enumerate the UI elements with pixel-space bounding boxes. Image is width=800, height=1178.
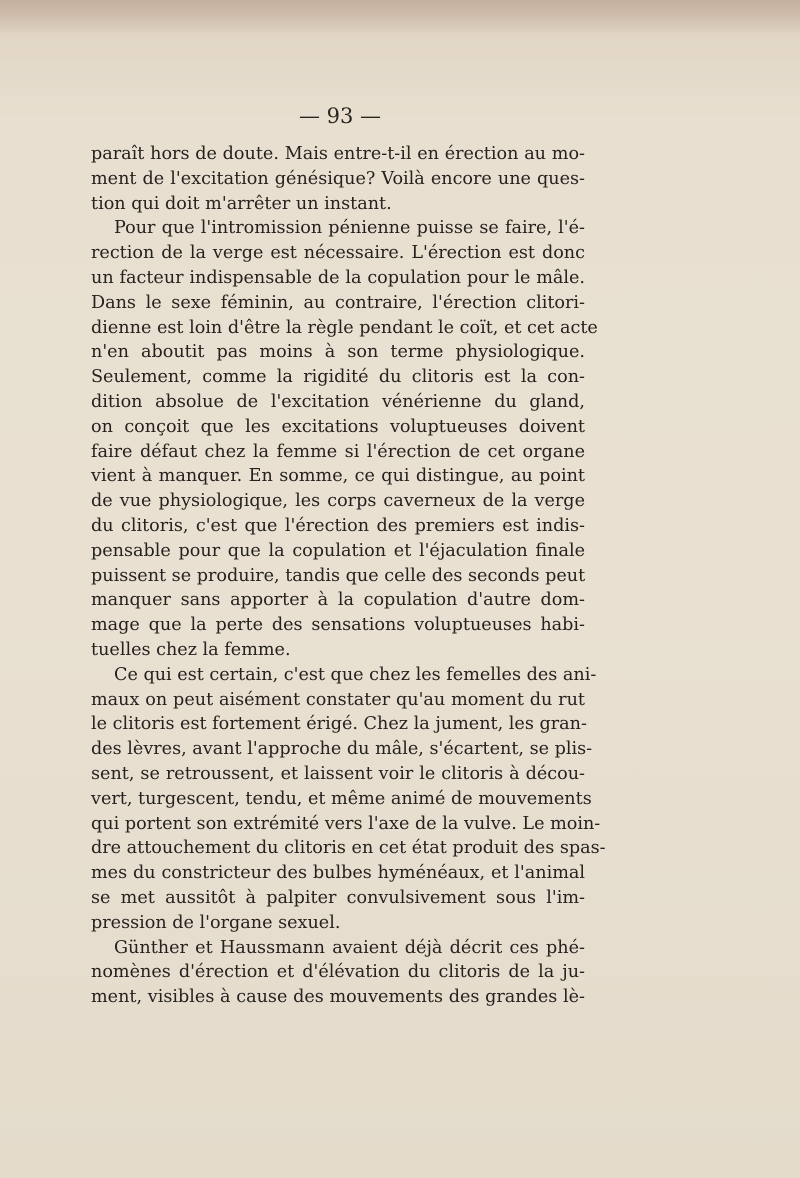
text-line: pensable pour que la copulation et l'éjaculation finale xyxy=(91,540,585,561)
text-line: faire défaut chez la femme si l'érection de cet organe xyxy=(91,441,585,462)
text-line: pression de l'organe sexuel. xyxy=(91,912,341,933)
text-line: le clitoris est fortement érigé. Chez la jument, les gran- xyxy=(91,714,587,735)
text-line: vert, turgescent, tendu, et même animé de mouvements xyxy=(91,788,592,809)
text-line: dienne est loin d'être la règle pendant le coït, et cet acte xyxy=(91,317,598,338)
text-line: Seulement, comme la rigidité du clitoris est la con- xyxy=(91,367,585,388)
text-line: nomènes d'érection et d'élévation du clitoris de la ju- xyxy=(91,962,585,983)
body-text xyxy=(91,142,606,1010)
text-line: mes du constricteur des bulbes hyménéaux, et l'animal xyxy=(91,863,585,884)
text-line: dre attouchement du clitoris en cet état produit des spas- xyxy=(91,838,606,859)
text-line: un facteur indispensable de la copulation pour le mâle. xyxy=(91,267,585,288)
text-line: on conçoit que les excitations voluptueuses doivent xyxy=(91,416,585,437)
text-line: Ce qui est certain, c'est que chez les femelles des ani- xyxy=(114,664,597,685)
text-line: mage que la perte des sensations voluptueuses habi- xyxy=(91,615,585,636)
page-top-shadow xyxy=(0,0,800,34)
text-line: se met aussitôt à palpiter convulsivement sous l'im- xyxy=(91,887,585,908)
text-line: n'en aboutit pas moins à son terme physiologique. xyxy=(91,342,585,363)
text-line: Günther et Haussmann avaient déjà décrit ces phé- xyxy=(114,937,585,958)
text-line: Dans le sexe féminin, au contraire, l'érection clitori- xyxy=(91,292,585,313)
text-line: sent, se retroussent, et laissent voir le clitoris à décou- xyxy=(91,763,585,784)
text-line: paraît hors de doute. Mais entre-t-il en érection au mo- xyxy=(91,144,585,164)
text-line: puissent se produire, tandis que celle des seconds peut xyxy=(91,565,586,586)
text-line: des lèvres, avant l'approche du mâle, s'écartent, se plis- xyxy=(91,739,593,760)
text-line: rection de la verge est nécessaire. L'érection est donc xyxy=(91,243,585,264)
text-line: tuelles chez la femme. xyxy=(91,639,291,660)
text-line: de vue physiologique, les corps caverneux de la verge xyxy=(91,491,585,512)
text-line: tion qui doit m'arrêter un instant. xyxy=(91,193,392,214)
text-line: manquer sans apporter à la copulation d'autre dom- xyxy=(91,590,585,611)
text-line: ment, visibles à cause des mouvements des grandes lè- xyxy=(91,987,585,1008)
text-line: du clitoris, c'est que l'érection des premiers est indis- xyxy=(91,515,585,536)
text-line: dition absolue de l'excitation vénérienne du gland, xyxy=(91,391,585,412)
page-number: — 93 — xyxy=(298,104,382,128)
text-line: Pour que l'intromission pénienne puisse se faire, l'é- xyxy=(114,218,585,239)
text-line: maux on peut aisément constater qu'au moment du rut xyxy=(91,689,585,710)
text-line: vient à manquer. En somme, ce qui distingue, au point xyxy=(91,466,585,487)
text-line: qui portent son extrémité vers l'axe de la vulve. Le moin- xyxy=(91,813,601,834)
text-line: ment de l'excitation génésique? Voilà encore une ques- xyxy=(91,168,585,189)
